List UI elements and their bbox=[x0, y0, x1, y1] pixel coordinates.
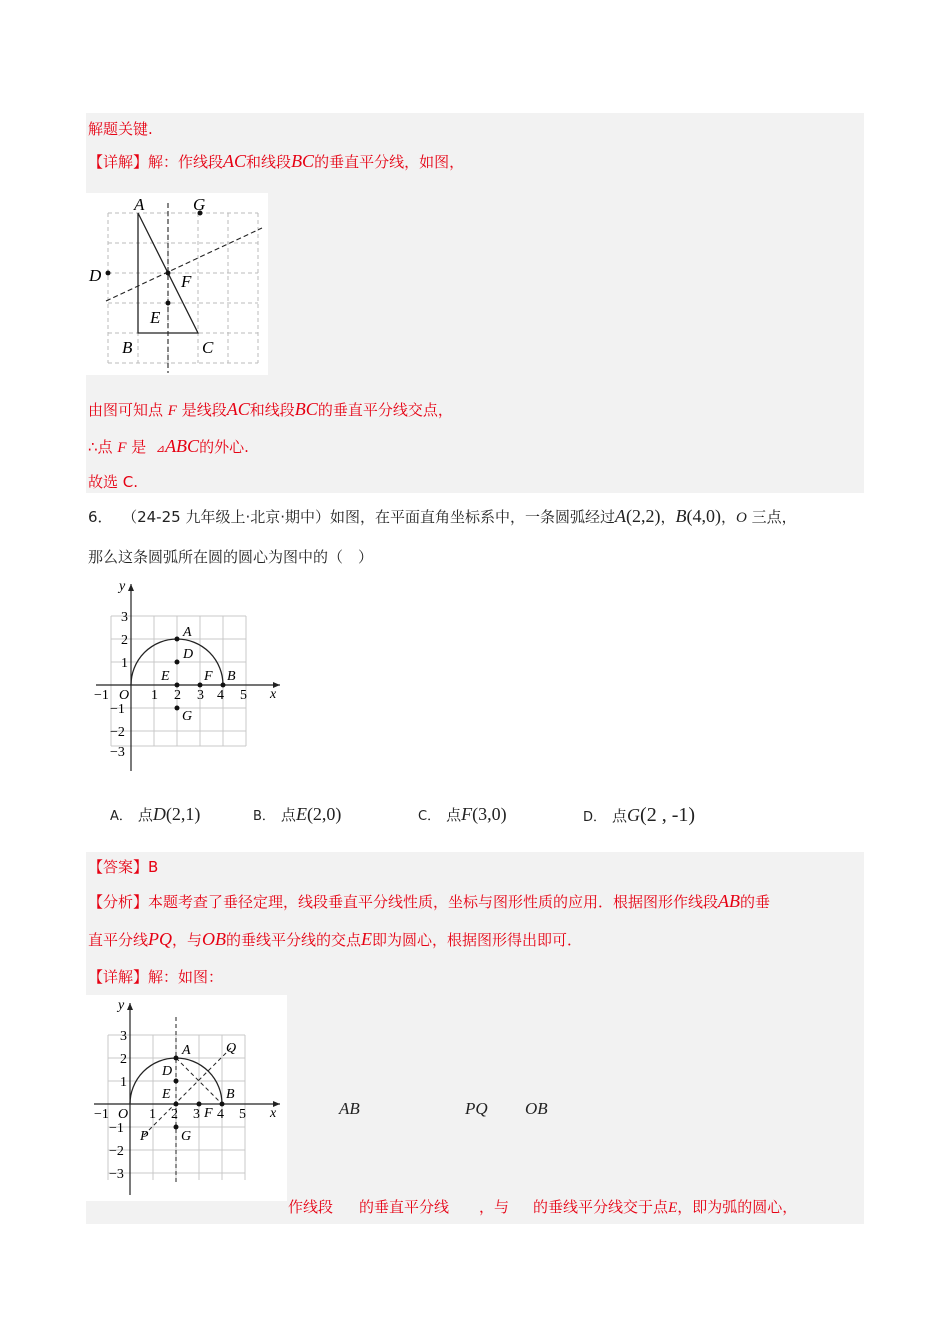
sol1-choice: 故选 C. bbox=[88, 473, 139, 491]
triangle-grid-figure bbox=[86, 193, 268, 375]
svg-text:D: D bbox=[162, 1064, 173, 1079]
svg-text:2: 2 bbox=[171, 1107, 178, 1122]
svg-text:3: 3 bbox=[121, 610, 128, 625]
svg-text:y: y bbox=[119, 579, 126, 594]
float-PQ: PQ bbox=[465, 1099, 488, 1118]
svg-text:−2: −2 bbox=[110, 725, 125, 740]
coordinate-graph-solution bbox=[86, 995, 287, 1201]
svg-text:3: 3 bbox=[120, 1029, 127, 1044]
svg-text:5: 5 bbox=[239, 1107, 246, 1122]
option-c[interactable]: C． 点F(3,0) bbox=[418, 804, 507, 824]
detail-tag: 【详解】 bbox=[88, 153, 149, 171]
svg-text:F: F bbox=[204, 669, 213, 684]
float-AB: AB bbox=[339, 1099, 360, 1118]
fig1-label-F: F bbox=[181, 272, 192, 291]
svg-text:−2: −2 bbox=[109, 1144, 124, 1159]
option-d[interactable]: D． 点G(2 , -1) bbox=[583, 804, 696, 826]
sol1-conclusion-1: 由图可知点 F 是线段AC和线段BC的垂直平分线交点， bbox=[88, 399, 453, 419]
svg-text:x: x bbox=[270, 687, 277, 702]
svg-text:−1: −1 bbox=[109, 1121, 124, 1136]
svg-text:E: E bbox=[162, 1087, 171, 1102]
svg-text:−1: −1 bbox=[94, 1107, 109, 1122]
svg-text:G: G bbox=[181, 1129, 192, 1144]
fig1-label-A: A bbox=[134, 195, 145, 214]
sol1-detail-line: 【详解】解：作线段AC和线段BC的垂直平分线，如图， bbox=[88, 151, 465, 171]
svg-text:F: F bbox=[204, 1106, 213, 1121]
analysis-line2: 直平分线PQ，与OB的垂线平分线的交点E即为圆心，根据图形得出即可． bbox=[88, 929, 583, 949]
svg-text:4: 4 bbox=[217, 688, 224, 703]
svg-text:A: A bbox=[183, 625, 192, 640]
option-a[interactable]: A． 点D(2,1) bbox=[110, 804, 201, 824]
analysis-line1: 【分析】本题考查了垂径定理，线段垂直平分线性质，坐标与图形性质的应用．根据图形作线段AB的垂 bbox=[88, 891, 771, 911]
detail-final-line: 作线段 的垂直平分线 ，与 的垂线平分线交于点E，即为弧的圆心， bbox=[288, 1198, 798, 1216]
svg-text:−3: −3 bbox=[109, 1167, 124, 1182]
svg-text:G: G bbox=[182, 709, 193, 724]
svg-text:P: P bbox=[140, 1129, 149, 1144]
option-b[interactable]: B． 点E(2,0) bbox=[253, 804, 342, 824]
svg-text:2: 2 bbox=[121, 633, 128, 648]
svg-text:3: 3 bbox=[197, 688, 204, 703]
svg-text:2: 2 bbox=[174, 688, 181, 703]
svg-text:Q: Q bbox=[226, 1041, 237, 1056]
fig1-label-B: B bbox=[122, 338, 133, 357]
svg-text:B: B bbox=[226, 1087, 235, 1102]
svg-text:1: 1 bbox=[149, 1107, 156, 1122]
svg-text:−3: −3 bbox=[110, 745, 125, 760]
svg-text:1: 1 bbox=[120, 1075, 127, 1090]
fig1-label-G: G bbox=[193, 195, 206, 214]
svg-text:3: 3 bbox=[193, 1107, 200, 1122]
svg-text:−1: −1 bbox=[110, 702, 125, 717]
q6-stem-line2: 那么这条圆弧所在圆的圆心为图中的（ ） bbox=[88, 548, 374, 566]
svg-text:O: O bbox=[118, 1107, 129, 1122]
svg-text:5: 5 bbox=[240, 688, 247, 703]
fig1-label-C: C bbox=[202, 338, 214, 357]
svg-text:−1: −1 bbox=[94, 688, 109, 703]
svg-text:1: 1 bbox=[121, 656, 128, 671]
svg-text:x: x bbox=[270, 1106, 277, 1121]
svg-text:D: D bbox=[183, 647, 194, 662]
svg-text:1: 1 bbox=[151, 688, 158, 703]
coordinate-graph-question bbox=[88, 576, 288, 776]
sol1-conclusion-2: ∴点 F 是 ⊿ABC的外心. bbox=[88, 436, 249, 456]
float-OB: OB bbox=[525, 1099, 548, 1118]
sol1-line1: 解题关键. bbox=[88, 120, 153, 138]
svg-text:y: y bbox=[118, 998, 125, 1013]
svg-text:E: E bbox=[161, 669, 170, 684]
svg-text:A: A bbox=[182, 1043, 191, 1058]
fig1-label-D: D bbox=[89, 266, 102, 285]
svg-text:2: 2 bbox=[120, 1052, 127, 1067]
q6-stem-line1: 6． （24-25 九年级上·北京·期中）如图，在平面直角坐标系中，一条圆弧经过A(2,2)，B(4,0)，O 三点， bbox=[88, 506, 797, 526]
detail-line-2: 【详解】解：如图： bbox=[88, 968, 224, 986]
svg-text:B: B bbox=[227, 669, 236, 684]
svg-text:4: 4 bbox=[217, 1107, 224, 1122]
fig1-label-E: E bbox=[150, 308, 161, 327]
answer-line: 【答案】B bbox=[88, 858, 159, 876]
svg-text:O: O bbox=[119, 688, 130, 703]
